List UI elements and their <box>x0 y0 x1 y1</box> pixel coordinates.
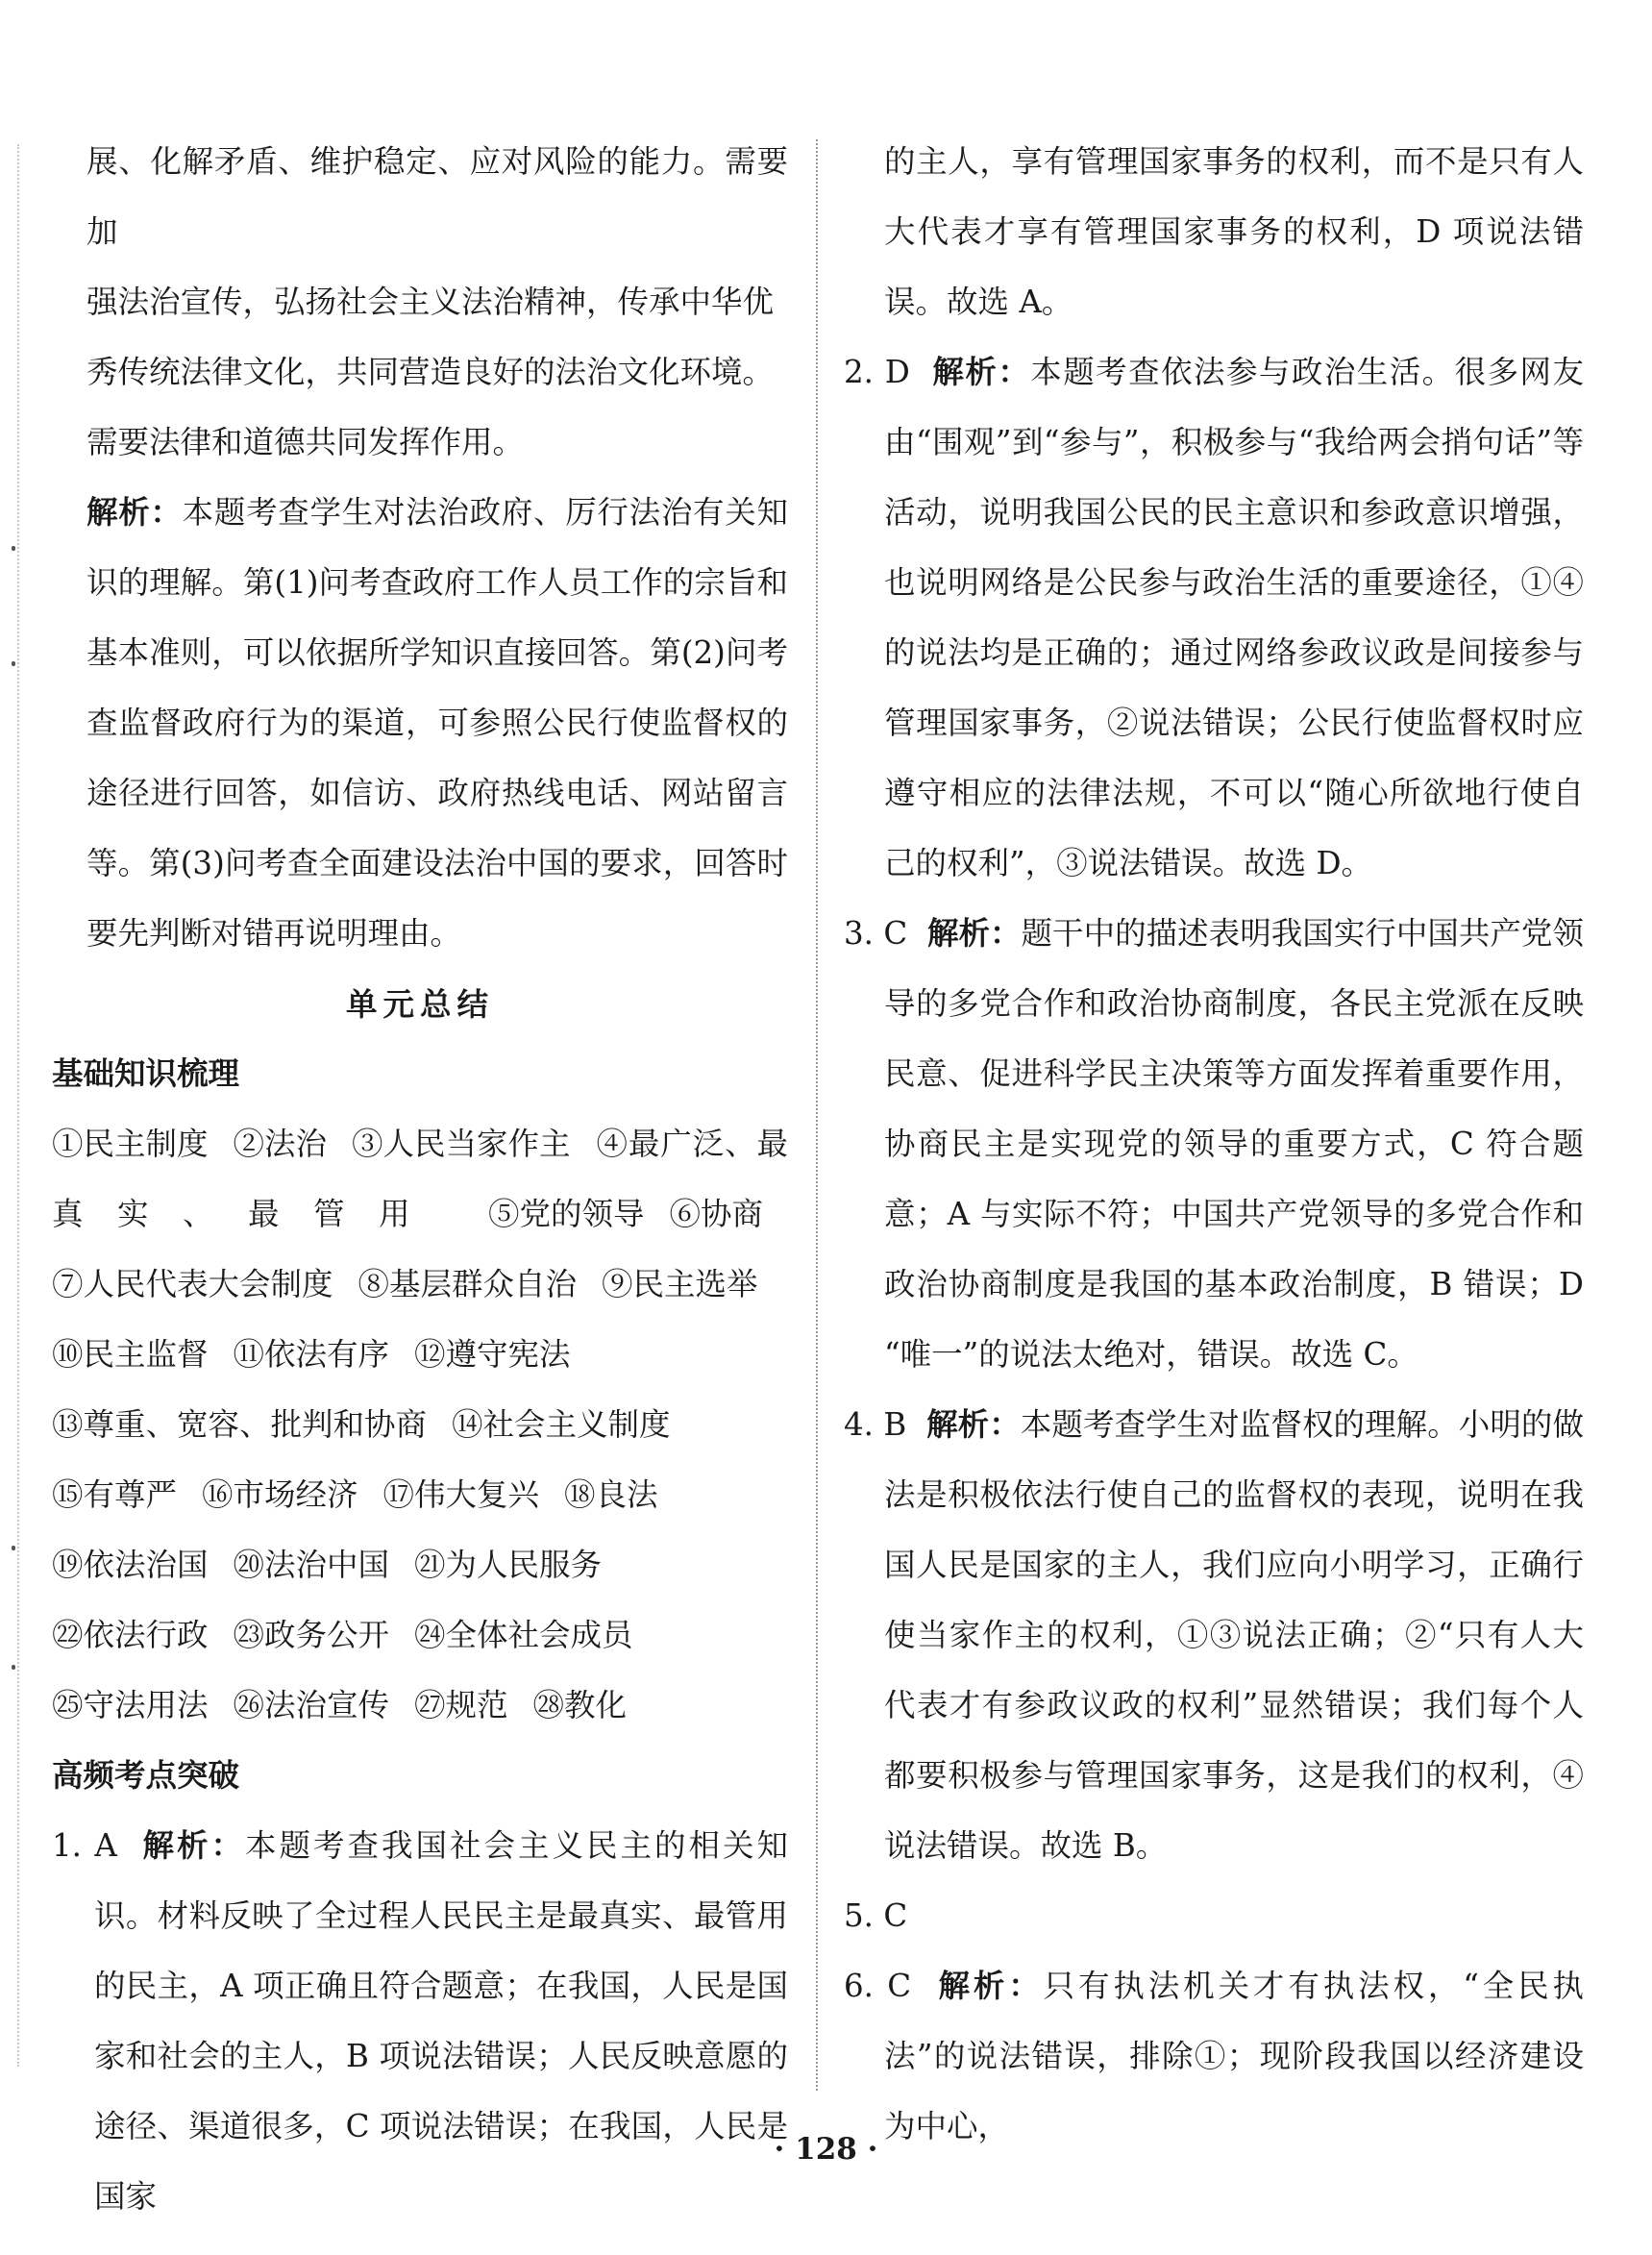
analysis-text: 只有执法机关才有执法权，“全民执法”的说法错误，排除①；现阶段我国以经济建设为中心， <box>884 1968 1584 2144</box>
page-number: · 128 · <box>774 2132 878 2167</box>
question-2 <box>844 337 1584 899</box>
answer-item: ④最广泛、最真实、最管用 <box>52 1126 788 1232</box>
intro-line: 强法治宣传，弘扬社会主义法治精神，传承中华优 <box>86 284 775 320</box>
question-number: 1. A <box>52 1827 117 1864</box>
answer-item: ①民主制度 <box>52 1126 209 1162</box>
answer-item: ⑮有尊严 <box>52 1476 178 1513</box>
answer-item: ⑤党的领导 <box>487 1196 645 1232</box>
intro-line: 需要法律和道德共同发挥作用。 <box>86 424 525 460</box>
answer-item: ⑦人民代表大会制度 <box>52 1266 333 1302</box>
margin-dot <box>12 546 15 551</box>
question-number: 4. B <box>844 1406 907 1443</box>
analysis-label: 解析： <box>86 494 183 531</box>
question-number: 3. C <box>844 915 908 952</box>
answer-item: ㉕守法用法 <box>52 1687 209 1723</box>
analysis-paragraph <box>52 478 788 969</box>
answer-item: ⑩民主监督 <box>52 1336 209 1373</box>
question-5 <box>844 1881 1584 1951</box>
question-number: 6. C <box>844 1968 912 2004</box>
answer-item: ⑰伟大复兴 <box>382 1476 540 1513</box>
answer-item: ⑯市场经济 <box>202 1476 358 1513</box>
question-1 <box>52 1811 788 2232</box>
intro-line: 秀传统法律文化，共同营造良好的法治文化环境。 <box>86 354 775 390</box>
intro-line: 展、化解矛盾、维护稳定、应对风险的能力。需要加 <box>86 143 788 250</box>
question-number: 2. D <box>844 354 910 390</box>
answer-item: ⑳法治中国 <box>233 1547 390 1583</box>
answer-item: ⑧基层群众自治 <box>358 1266 578 1302</box>
subhead-basic-knowledge: 基础知识梳理 <box>52 1055 240 1092</box>
answer-item: ⑥协商 <box>669 1196 763 1232</box>
answer-item: ⑲依法治国 <box>52 1547 209 1583</box>
question-number: 5. C <box>844 1897 908 1934</box>
answer-item: ⑪依法有序 <box>233 1336 390 1373</box>
margin-dot <box>12 1665 15 1670</box>
answer-item: ㉔全体社会成员 <box>414 1617 633 1653</box>
answer-item: ⑭社会主义制度 <box>452 1406 671 1443</box>
analysis-text: 本题考查我国社会主义民主的相关知识。材料反映了全过程人民民主是最真实、最管用的民主，A 项正确且符合题意；在我国，人民是国家和社会的主人，B 项说法错误；人民反映意愿的途径、渠道很多，C 项说法错误；在我国，人民是国家 <box>94 1827 788 2215</box>
analysis-label: 解析： <box>938 1968 1044 2004</box>
analysis-label: 解析： <box>926 915 1022 952</box>
answer-item: ⑨民主选举 <box>602 1266 758 1302</box>
answer-item: ㉘教化 <box>532 1687 628 1723</box>
answer-item: ㉖法治宣传 <box>233 1687 390 1723</box>
answer-item: ③人民当家作主 <box>352 1126 571 1162</box>
question-3 <box>844 899 1584 1390</box>
column-divider <box>816 139 818 2091</box>
question-4 <box>844 1390 1584 1881</box>
analysis-label: 解析： <box>142 1827 245 1864</box>
margin-dot <box>12 1546 15 1550</box>
margin-dot <box>12 661 15 666</box>
right-column <box>844 127 1584 2162</box>
analysis-text: 题干中的描述表明我国实行中国共产党领导的多党合作和政治协商制度，各民主党派在反映民意、促进科学民主决策等方面发挥着重要作用，协商民主是实现党的领导的重要方式，C 符合题意；A 与实际不符；中国共产党领导的多党合作和政治协商制度是我国的基本政治制度，B 错误；D “唯一”的说法太绝对，错误。故选 C。 <box>884 915 1584 1373</box>
answer-item: ㉑为人民服务 <box>414 1547 603 1583</box>
binding-margin-line <box>17 144 19 2067</box>
answer-item: ㉗规范 <box>414 1687 508 1723</box>
analysis-text: 本题考查学生对监督权的理解。小明的做法是积极依法行使自己的监督权的表现，说明在我国人民是国家的主人，我们应向小明学习，正确行使当家作主的权利，①③说法正确；②“只有人大代表才有参政议政的权利”显然错误；我们每个人都要积极参与管理国家事务，这是我们的权利，④说法错误。故选 B。 <box>884 1406 1584 1864</box>
answer-item: ㉓政务公开 <box>233 1617 390 1653</box>
answer-item: ㉒依法行政 <box>52 1617 209 1653</box>
subhead-high-frequency: 高频考点突破 <box>52 1757 240 1794</box>
analysis-text: 本题考查学生对法治政府、厉行法治有关知识的理解。第(1)问考查政府工作人员工作的宗旨和基本准则，可以依据所学知识直接回答。第(2)问考查监督政府行为的渠道，可参照公民行使监督权的途径进行回答，如信访、政府热线电话、网站留言等。第(3)问考查全面建设法治中国的要求，回答时要先判断对错再说明理由。 <box>86 494 788 952</box>
answer-item: ⑬尊重、宽容、批判和协商 <box>52 1406 428 1443</box>
question-1-continued: 的主人，享有管理国家事务的权利，而不是只有人大代表才享有管理国家事务的权利，D 项说法错误。故选 A。 <box>884 143 1584 320</box>
left-column <box>52 127 788 2232</box>
analysis-text: 本题考查依法参与政治生活。很多网友由“围观”到“参与”，积极参与“我给两会捎句话”等活动，说明我国公民的民主意识和参政意识增强，也说明网络是公民参与政治生活的重要途径，①④的说法均是正确的；通过网络参政议政是间接参与管理国家事务，②说法错误；公民行使监督权时应遵守相应的法律法规，不可以“随心所欲地行使自己的权利”，③说法错误。故选 D。 <box>884 354 1584 881</box>
answer-item: ⑫遵守宪法 <box>414 1336 571 1373</box>
analysis-label: 解析： <box>932 354 1031 390</box>
answer-item: ⑱良法 <box>564 1476 658 1513</box>
section-title: 单元总结 <box>345 985 494 1023</box>
answer-item: ②法治 <box>233 1126 328 1162</box>
analysis-label: 解析： <box>926 1406 1021 1443</box>
basic-answers <box>52 1109 788 1741</box>
question-6 <box>844 1951 1584 2162</box>
